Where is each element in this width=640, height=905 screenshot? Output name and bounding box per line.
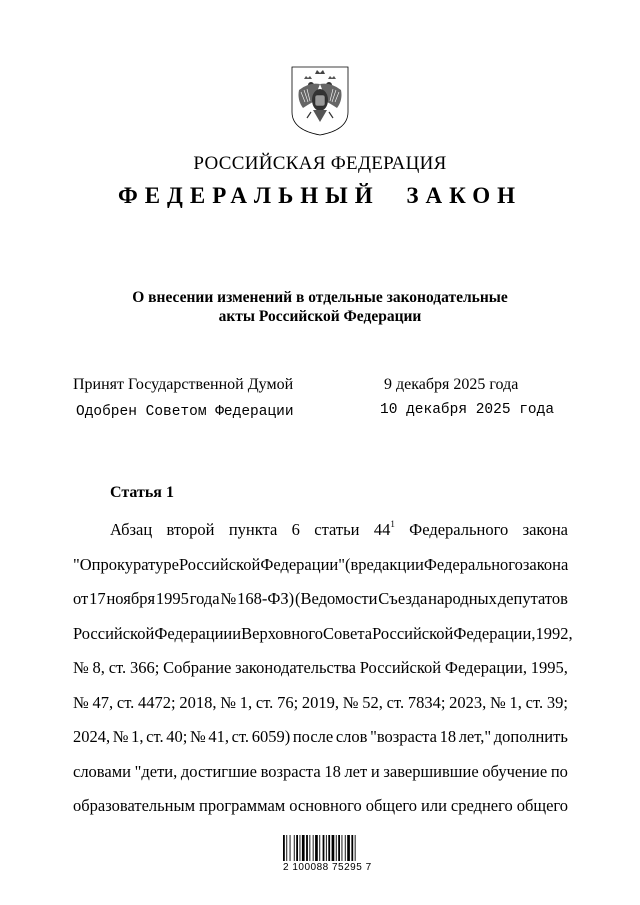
law-type-heading: ФЕДЕРАЛЬНЫЙ ЗАКОН bbox=[117, 183, 523, 208]
article-body-line: образовательным программам основного общего или среднего общего bbox=[73, 796, 568, 815]
article-body-line: от 17 ноября 1995 года № 168-ФЗ) (Ведомости Съезда народных депутатов bbox=[73, 589, 568, 608]
body-word: закона bbox=[522, 520, 568, 539]
article-number: 44 bbox=[373, 520, 391, 539]
article-body-line: № 47, ст. 4472; 2018, № 1, ст. 76; 2019, № 52, ст. 7834; 2023, № 1, ст. 39; bbox=[73, 692, 568, 712]
council-approval-label: Одобрен Советом Федерации bbox=[76, 404, 294, 420]
law-title-line-2: акты Российской Федерации bbox=[218, 308, 422, 325]
article-body-line: № 8, ст. 366; Собрание законодательства Российской Федерации, 1995, bbox=[73, 658, 568, 677]
article-body-line: 2024, № 1, ст. 40; № 41, ст. 6059) после слов "возраста 18 лет," дополнить bbox=[73, 727, 568, 746]
article-number-superscript: 1 bbox=[390, 519, 395, 529]
article-body-line: словами "дети, достигшие возраста 18 лет и завершившие обучение по bbox=[73, 761, 568, 781]
body-word: Абзац bbox=[110, 520, 153, 539]
article-body bbox=[73, 513, 573, 824]
article-heading: Статья 1 bbox=[110, 484, 174, 501]
article-body-line: "О прокуратуре Российской Федерации" (в редакции Федерального закона bbox=[73, 554, 569, 574]
body-word: 6 bbox=[291, 520, 300, 539]
duma-adoption-label: Принят Государственной Думой bbox=[73, 376, 294, 393]
state-emblem-icon bbox=[289, 64, 351, 137]
barcode-icon bbox=[283, 835, 373, 885]
council-approval-date: 10 декабря 2025 года bbox=[380, 402, 555, 418]
article-body-line bbox=[73, 513, 568, 548]
body-word: пункта bbox=[228, 520, 278, 539]
body-word: второй bbox=[166, 520, 215, 539]
body-word: статьи bbox=[314, 520, 360, 539]
country-name: РОССИЙСКАЯ ФЕДЕРАЦИЯ bbox=[193, 153, 447, 174]
duma-adoption-date: 9 декабря 2025 года bbox=[384, 376, 519, 393]
barcode-number: 2 100088 75295 7 bbox=[283, 862, 372, 873]
body-word: Федерального bbox=[409, 520, 509, 539]
article-body-line: Российской Федерации и Верховного Совета Российской Федерации, 1992, bbox=[73, 623, 573, 643]
body-word bbox=[374, 513, 395, 548]
law-title bbox=[0, 288, 640, 326]
law-title-line-1: О внесении изменений в отдельные законодательные bbox=[132, 289, 508, 306]
